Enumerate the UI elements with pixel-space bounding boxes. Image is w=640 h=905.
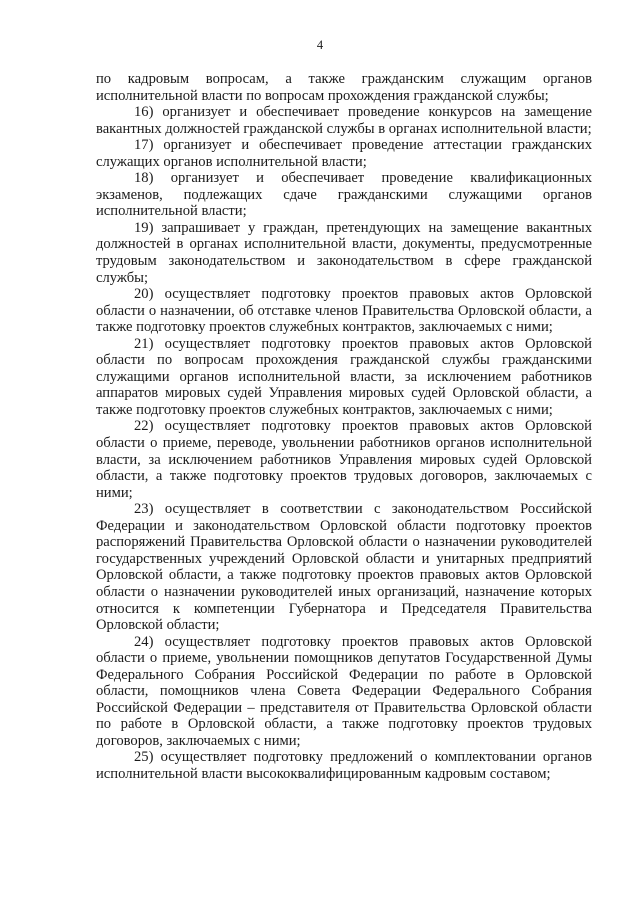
list-item-22: 22) осуществляет подготовку проектов правовых актов Орловской области о приеме, переводе, увольнении работников органов исполнительной власти, за исключением работников Управления мировых судей Орловской области, а также подготовку проектов трудовых договоров, заключаемых с ними;	[96, 418, 592, 501]
list-item-19: 19) запрашивает у граждан, претендующих на замещение вакантных должностей в органах исполнительной власти, документы, предусмотренные трудовым законодательством и законодательством в сфере гражданской службы;	[96, 219, 592, 286]
list-item-20: 20) осуществляет подготовку проектов правовых актов Орловской области о назначении, об отставке членов Правительства Орловской области, а также подготовку проектов служебных контрактов, заключаемых с ними;	[96, 286, 592, 336]
paragraph-continuation: по кадровым вопросам, а также гражданским служащим органов исполнительной власти по вопросам прохождения гражданской службы;	[96, 71, 592, 104]
document-body	[96, 71, 592, 783]
list-item-24: 24) осуществляет подготовку проектов правовых актов Орловской области о приеме, увольнении помощников депутатов Государственной Думы Федерального Собрания Российской Федерации по работе в Орловской области, помощников члена Совета Федерации Федерального Собрания Российской Федерации – представителя от Правительства Орловской области по работе в Орловской области, а также подготовку проектов трудовых договоров, заключаемых с ними;	[96, 633, 592, 749]
list-item-25: 25) осуществляет подготовку предложений о комплектовании органов исполнительной власти высококвалифицированным кадровым составом;	[96, 749, 592, 782]
list-item-23: 23) осуществляет в соответствии с законодательством Российской Федерации и законодательством Орловской области подготовку проектов распоряжений Правительства Орловской области о назначении руководителей государственных учреждений Орловской области и унитарных предприятий Орловской области, а также подготовку проектов правовых актов Орловской области о назначении руководителей иных организаций, назначение которых относится к компетенции Губернатора и Председателя Правительства Орловской области;	[96, 501, 592, 634]
list-item-17: 17) организует и обеспечивает проведение аттестации гражданских служащих органов исполнительной власти;	[96, 137, 592, 170]
list-item-18: 18) организует и обеспечивает проведение квалификационных экзаменов, подлежащих сдаче гражданскими служащими органов исполнительной власти;	[96, 170, 592, 220]
page-number: 4	[316, 38, 324, 52]
list-item-21: 21) осуществляет подготовку проектов правовых актов Орловской области по вопросам прохождения гражданской службы гражданскими служащими органов исполнительной власти, за исключением работников аппаратов мировых судей Управления мировых судей Орловской области, а также подготовку проектов служебных контрактов, заключаемых с ними;	[96, 335, 592, 418]
list-item-16: 16) организует и обеспечивает проведение конкурсов на замещение вакантных должностей гражданской службы в органах исполнительной власти;	[96, 104, 592, 137]
